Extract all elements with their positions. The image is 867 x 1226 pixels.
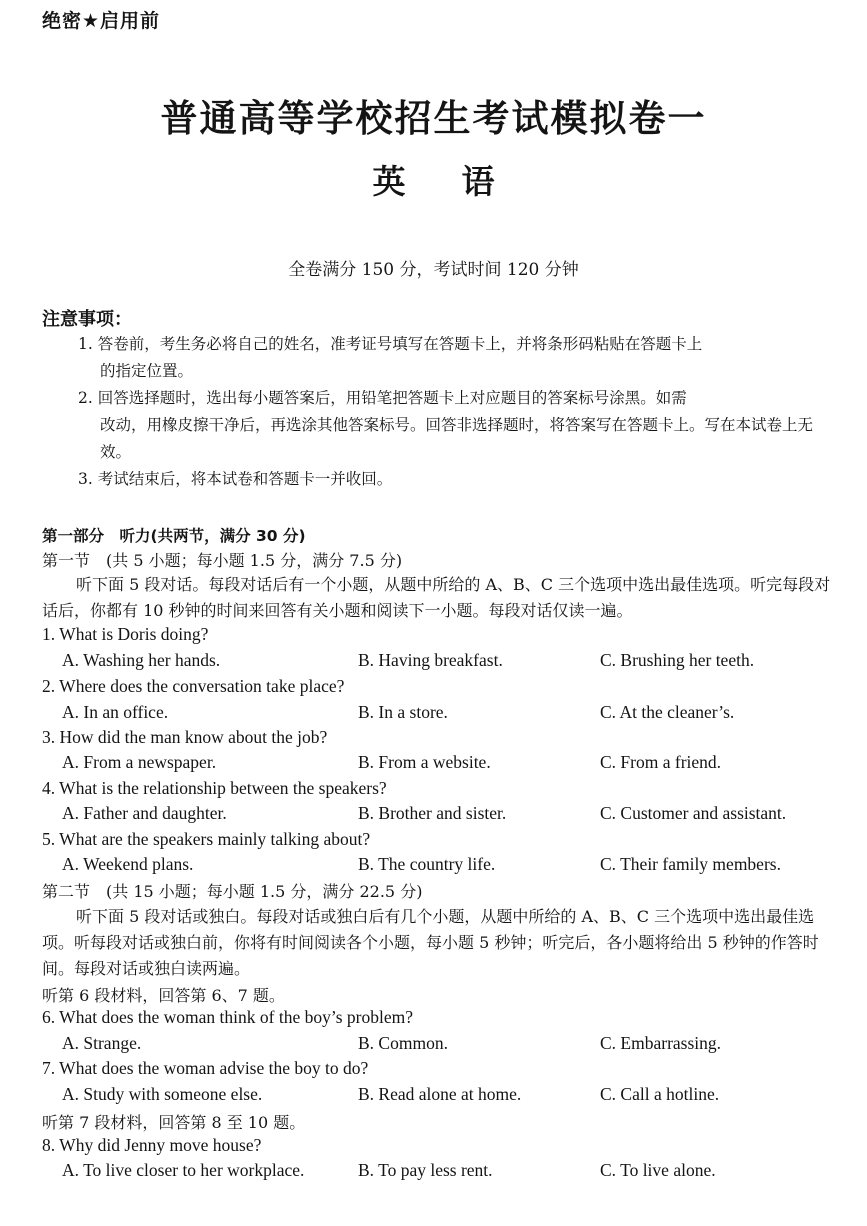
- question-5: 5. What are the speakers mainly talking about?: [42, 829, 371, 849]
- notice-item-text: 2. 回答选择题时，选出每小题答案后，用铅笔把答题卡上对应题目的答案标号涂黑。如需: [78, 389, 687, 407]
- notice-item-text: 1. 答卷前，考生务必将自己的姓名，准考证号填写在答题卡上，并将条形码粘贴在答题卡上: [78, 335, 703, 353]
- option-4a: A. Father and daughter.: [62, 803, 227, 823]
- notice-item-continuation: 的指定位置。: [100, 362, 194, 380]
- option-8b: B. To pay less rent.: [358, 1160, 493, 1180]
- question-7: 7. What does the woman advise the boy to do?: [42, 1058, 369, 1078]
- option-8a: A. To live closer to her workplace.: [62, 1160, 305, 1180]
- option-1b: B. Having breakfast.: [358, 650, 503, 670]
- option-6a: A. Strange.: [62, 1033, 142, 1053]
- section2-instructions: 听下面 5 段对话或独白。每段对话或独白后有几个小题，从题中所给的 A、B、C 三个选项中选出最佳选项。听每段对话或独白前，你将有时间阅读各个小题，每小题 5 秒钟；听完后，各小题将给出 5 秒钟的作答时间。每段对话或独白读两遍。: [42, 907, 819, 978]
- option-2c: C. At the cleaner’s.: [600, 702, 735, 722]
- material-6-note: 听第 6 段材料，回答第 6、7 题。: [42, 986, 285, 1005]
- option-1a: A. Washing her hands.: [62, 650, 221, 670]
- option-7c: C. Call a hotline.: [600, 1084, 720, 1104]
- exam-title: 普通高等学校招生考试模拟卷一: [160, 96, 707, 140]
- section1-instructions: 听下面 5 段对话。每段对话后有一个小题，从题中所给的 A、B、C 三个选项中选出最佳选项。听完每段对话后，你都有 10 秒钟的时间来回答有关小题和阅读下一小题。每段对话仅读一遍。: [42, 575, 831, 620]
- option-4c: C. Customer and assistant.: [600, 803, 787, 823]
- score-info: 全卷满分 150 分，考试时间 120 分钟: [288, 260, 579, 280]
- option-6b: B. Common.: [358, 1033, 448, 1053]
- option-6c: C. Embarrassing.: [600, 1033, 722, 1053]
- part1-heading: 第一部分 听力(共两节，满分 30 分): [42, 527, 306, 545]
- notice-item-text: 3. 考试结束后，将本试卷和答题卡一并收回。: [78, 470, 393, 488]
- question-2: 2. Where does the conversation take place?: [42, 676, 345, 696]
- option-5b: B. The country life.: [358, 854, 496, 874]
- option-4b: B. Brother and sister.: [358, 803, 507, 823]
- option-3c: C. From a friend.: [600, 752, 722, 772]
- option-2b: B. In a store.: [358, 702, 448, 722]
- material-7-note: 听第 7 段材料，回答第 8 至 10 题。: [42, 1113, 306, 1132]
- notice-item-1: [78, 331, 830, 385]
- section2-heading: 第二节 (共 15 小题；每小题 1.5 分，满分 22.5 分): [42, 882, 423, 901]
- confidential-label: 绝密★启用前: [42, 10, 161, 32]
- notice-item-continuation: 改动，用橡皮擦干净后，再选涂其他答案标号。回答非选择题时，将答案写在答题卡上。写在本试卷上无效。: [100, 416, 814, 461]
- option-7b: B. Read alone at home.: [358, 1084, 522, 1104]
- option-2a: A. In an office.: [62, 702, 169, 722]
- question-4: 4. What is the relationship between the speakers?: [42, 778, 387, 798]
- subject-title: 英语: [372, 162, 551, 201]
- question-3: 3. How did the man know about the job?: [42, 727, 328, 747]
- notice-heading: 注意事项：: [42, 309, 132, 330]
- option-7a: A. Study with someone else.: [62, 1084, 263, 1104]
- section1-heading: 第一节 (共 5 小题；每小题 1.5 分，满分 7.5 分): [42, 551, 403, 570]
- question-1: 1. What is Doris doing?: [42, 624, 209, 644]
- option-1c: C. Brushing her teeth.: [600, 650, 755, 670]
- option-5c: C. Their family members.: [600, 854, 781, 874]
- option-5a: A. Weekend plans.: [62, 854, 194, 874]
- question-8: 8. Why did Jenny move house?: [42, 1135, 262, 1155]
- option-8c: C. To live alone.: [600, 1160, 716, 1180]
- notice-item-2: [78, 385, 830, 466]
- option-3a: A. From a newspaper.: [62, 752, 217, 772]
- notice-item-3: [78, 466, 830, 493]
- option-3b: B. From a website.: [358, 752, 491, 772]
- question-6: 6. What does the woman think of the boy’s problem?: [42, 1007, 413, 1027]
